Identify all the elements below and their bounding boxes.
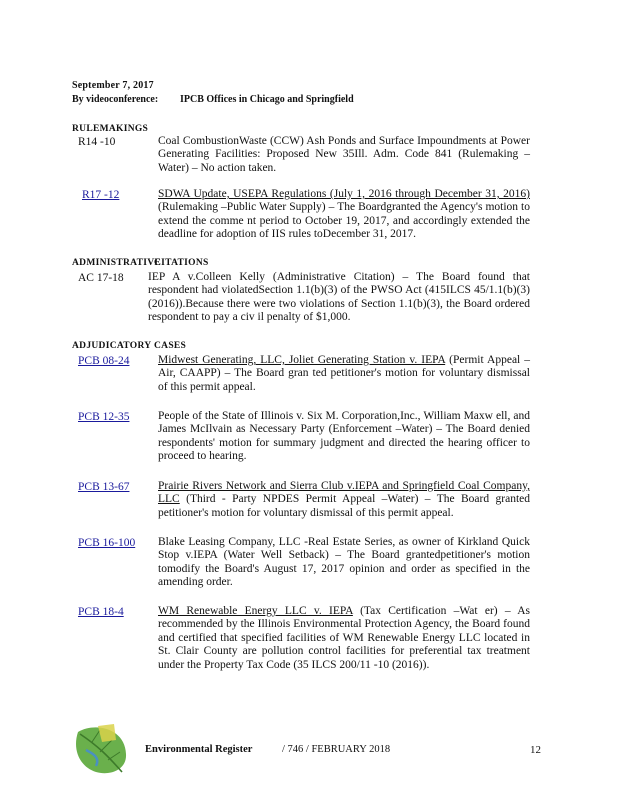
case-id-ac-17-18: AC 17-18 xyxy=(78,272,124,284)
via-label: By videoconference: xyxy=(72,94,159,105)
case-text-pcb-08-24: Midwest Generating, LLC, Joliet Generating Station v. IEPA (Permit Appeal – Air, CAAPP) – The Board gran ted petitioner's motion for voluntary dismissal of this permit appeal. xyxy=(158,354,530,393)
meeting-via xyxy=(72,94,492,105)
case-id-r14-10: R14 -10 xyxy=(78,136,116,148)
case-link-r17-12[interactable]: R17 -12 xyxy=(82,189,120,201)
case-text-pcb-12-35: People of the State of Illinois v. Six M. Corporation,Inc., William Maxw ell, and James McIlvain as Necessary Party (Enforcement –Water) – The Board denied respondents' motion for summary judgment and directed the hearing officer to proceed to hearing. xyxy=(158,410,530,463)
footer-issue: / 746 / FEBRUARY 2018 xyxy=(282,744,391,755)
section-administrative-citations: ADMINISTRATIVE CITATIONS xyxy=(72,258,209,268)
case-text-ac-17-18: IEP A v.Colleen Kelly (Administrative Citation) – The Board found that respondent had violatedSection 1.1(b)(3) of the PWSO Act (415ILCS 45/1.1(b)(3) (2016)).Because there were two violations of Section 1.1(b)(3), the Board ordered respondent to pay a civ il penalty of $1,000. xyxy=(148,271,530,324)
case-text-r17-12: SDWA Update, USEPA Regulations (July 1, 2016 through December 31, 2016) (Rulemaking –Public Water Supply) – The Boardgranted the Agency's motion to extend the comme nt period to October 19, 2017, and accordingly extended the deadline for adoption of IIS rules toDecember 31, 2017. xyxy=(158,188,530,241)
page-number: 12 xyxy=(530,744,541,756)
meeting-location: IPCB Offices in Chicago and Springfield xyxy=(180,94,354,105)
case-link-pcb-18-4[interactable]: PCB 18-4 xyxy=(78,606,124,618)
case-text-r14-10: Coal CombustionWaste (CCW) Ash Ponds and Surface Impoundments at Power Generating Facilities: Proposed New 35Ill. Adm. Code 841 (Rulemaking –Water) – No action taken. xyxy=(158,135,530,174)
case-text-pcb-18-4: WM Renewable Energy LLC v. IEPA (Tax Certification –Wat er) – As recommended by the Illinois Environmental Protection Agency, the Board found and certified that specified facilities of WM Renewable Energy LLC located in St. Clair County are pollution control facilities for preferential tax treatment under the Property Tax Code (35 ILCS 200/11 -10 (2016)). xyxy=(158,605,530,671)
case-link-pcb-16-100[interactable]: PCB 16-100 xyxy=(78,537,136,549)
case-link-pcb-13-67[interactable]: PCB 13-67 xyxy=(78,481,130,493)
meeting-date: September 7, 2017 xyxy=(72,80,154,91)
case-link-pcb-08-24[interactable]: PCB 08-24 xyxy=(78,355,130,367)
case-text-pcb-16-100: Blake Leasing Company, LLC -Real Estate Series, as owner of Kirkland Quick Stop v.IEPA (Water Well Setback) – The Board grantedpetitioner's motion tomodify the Board's August 17, 2017 opinion and order as specified in the amending order. xyxy=(158,536,530,589)
section-adjudicatory-cases: ADJUDICATORY CASES xyxy=(72,341,187,351)
section-rulemakings: RULEMAKINGS xyxy=(72,124,149,134)
footer-title: Environmental Register xyxy=(145,744,253,755)
case-link-pcb-12-35[interactable]: PCB 12-35 xyxy=(78,411,130,423)
case-text-pcb-13-67: Prairie Rivers Network and Sierra Club v.IEPA and Springfield Coal Company, LLC (Third - Party NPDES Permit Appeal –Water) – The Board granted petitioner's motion for voluntary dismissal of this permit appeal. xyxy=(158,480,530,519)
leaf-logo-icon xyxy=(70,720,132,776)
